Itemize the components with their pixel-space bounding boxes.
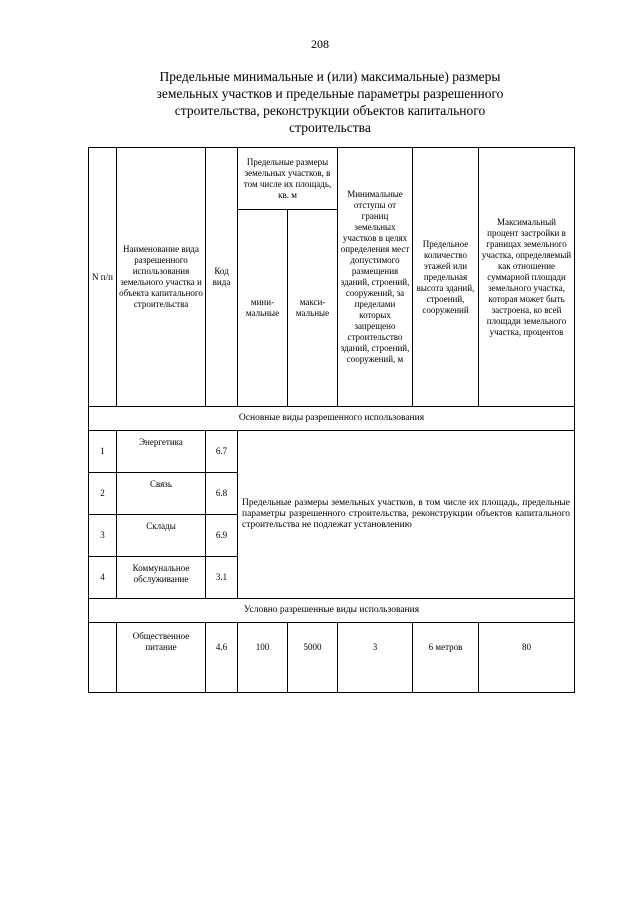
section-main-title: Основные виды разрешенного использования <box>89 407 575 431</box>
header-setbacks: Минимальные отступы от границ земельных участков в целях определения мест допустимого размещения зданий, строений, сооружений, за пределами которых запрещено строительство зданий, строений, сооружений, м <box>338 148 413 407</box>
section-conditional-title: Условно разрешенные виды использования <box>89 599 575 623</box>
row-name: Связь <box>117 473 206 515</box>
header-coverage: Максимальный процент застройки в границах земельного участка, определяемый как отношение суммарной площади земельного участка, которая может быть застроена, ко всей площади земельного участка, процентов <box>479 148 575 407</box>
title-line: строительства <box>289 120 371 135</box>
row-num: 4 <box>89 557 117 599</box>
title-line: Предельные минимальные и (или) максимальные) размеры <box>159 69 501 84</box>
merged-note: Предельные размеры земельных участков, в том числе их площадь, предельные параметры разрешенного строительства, реконструкции объектов капитального строительства не подлежат установлению <box>238 431 575 599</box>
parameters-table <box>88 147 575 693</box>
table-row <box>89 431 575 473</box>
header-code: Код вида <box>206 148 238 407</box>
row-name: Коммунальное обслуживание <box>117 557 206 599</box>
row-name: Энергетика <box>117 431 206 473</box>
page-number: 208 <box>311 37 329 51</box>
row-coverage: 80 <box>479 623 575 693</box>
header-name: Наименование вида разрешенного использования земельного участка и объекта капитального строительства <box>117 148 206 407</box>
header-floors: Предельное количество этажей или предельная высота зданий, строений, сооружений <box>413 148 479 407</box>
title-line: земельных участков и предельные параметры разрешенного <box>156 86 504 101</box>
row-floors: 6 метров <box>413 623 479 693</box>
row-code: 4.6 <box>206 623 238 693</box>
row-code: 6.8 <box>206 473 238 515</box>
row-setbacks: 3 <box>338 623 413 693</box>
header-num: N п/п <box>89 148 117 407</box>
header-limits-group: Предельные размеры земельных участков, в том числе их площадь, кв. м <box>238 148 338 210</box>
header-min: мини-мальные <box>238 210 288 407</box>
row-code: 3.1 <box>206 557 238 599</box>
row-name: Склады <box>117 515 206 557</box>
row-num: 1 <box>89 431 117 473</box>
document-title <box>120 68 540 136</box>
header-max: макси-мальные <box>288 210 338 407</box>
row-code: 6.7 <box>206 431 238 473</box>
table-row <box>89 623 575 693</box>
row-num: 3 <box>89 515 117 557</box>
row-name: Общественное питание <box>117 623 206 693</box>
row-num <box>89 623 117 693</box>
row-code: 6.9 <box>206 515 238 557</box>
row-min-area: 100 <box>238 623 288 693</box>
row-max-area: 5000 <box>288 623 338 693</box>
title-line: строительства, реконструкции объектов капитального <box>174 103 486 118</box>
row-num: 2 <box>89 473 117 515</box>
